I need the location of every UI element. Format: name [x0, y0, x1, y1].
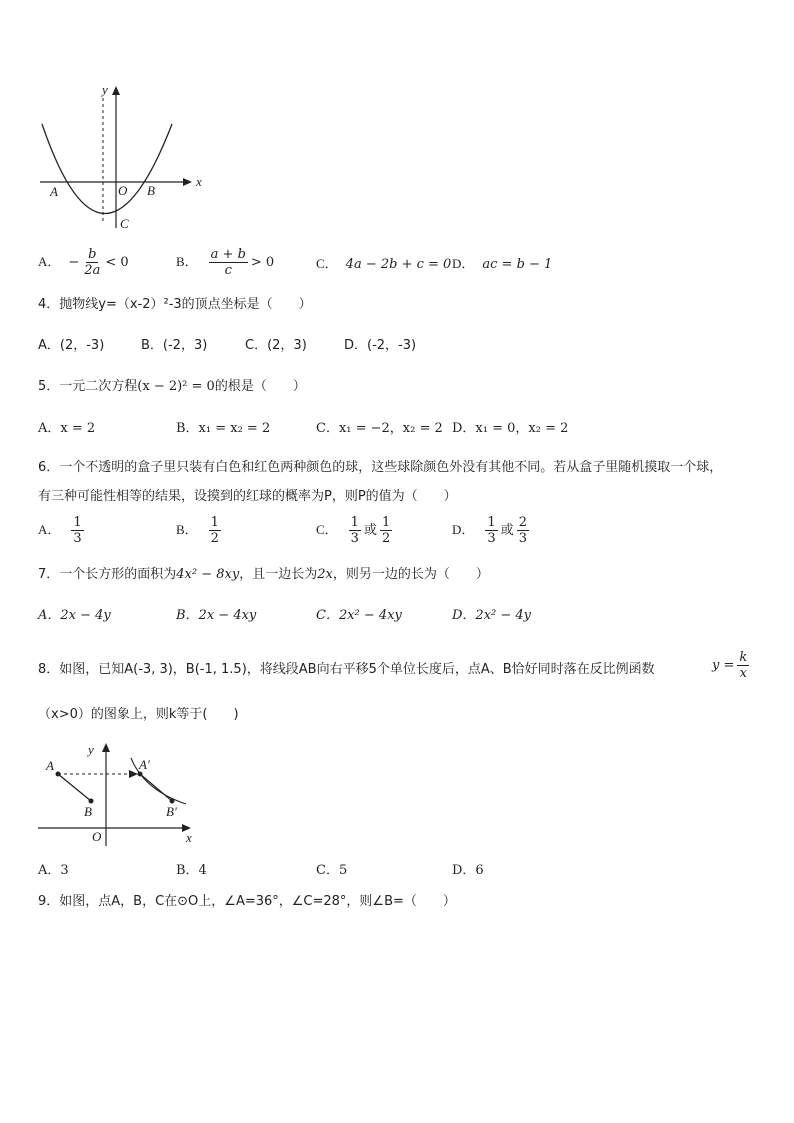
q3-option-c: C． 4a − 2b + c = 0: [316, 256, 452, 272]
q6-option-c: C． $\frac{1}{3}$ 或 $\frac{1}{2}$: [316, 515, 391, 546]
translation-figure: [36, 740, 196, 848]
q8-stem-line1: 8．如图，已知A(-3, 3)，B(-1, 1.5)，将线段AB向右平移5个单位长度后，点A、B恰好同时落在反比例函数: [38, 662, 655, 677]
q6-option-b: B． $\frac{1}{2}$: [176, 515, 219, 546]
q3-option-b: B． $\frac{a + b}{c}$ > 0: [176, 247, 275, 278]
fig2-point-b: B: [84, 804, 92, 819]
fig1-point-a: A: [50, 184, 58, 199]
q5-option-b: B．x₁ = x₂ = 2: [176, 421, 271, 436]
fig2-y-label: y: [88, 742, 94, 757]
fig1-y-label: y: [102, 82, 108, 97]
q7-option-b: B．2x − 4xy: [176, 608, 257, 623]
fig1-x-label: x: [196, 174, 202, 189]
fig1-point-b: B: [147, 183, 155, 198]
fig2-point-b-prime: B′: [166, 804, 177, 819]
q8-option-a: A．3: [38, 863, 69, 878]
q8-function: y = $\frac{k}{x}$: [712, 650, 748, 681]
fig2-origin: O: [92, 829, 102, 844]
q7-option-a: A．2x − 4y: [38, 608, 111, 623]
q9-stem: 9．如图，点A，B，C在⊙O上，∠A=36°，∠C=28°，则∠B=（ ）: [38, 894, 456, 909]
q6-stem-line2: 有三种可能性相等的结果，设摸到的红球的概率为P，则P的值为（ ）: [38, 489, 457, 504]
fig2-point-a: A: [46, 758, 54, 773]
fig2-x-label: x: [186, 830, 192, 845]
fig2-point-a-prime: A′: [139, 757, 150, 772]
q5-stem: 5．一元二次方程(x − 2)² = 0的根是（ ）: [38, 379, 306, 394]
q3-option-d: D． ac = b − 1: [452, 256, 553, 272]
q4-option-a: A．(2，-3): [38, 338, 105, 353]
fig1-point-c: C: [120, 216, 129, 231]
q8-stem-line2: （x>0）的图象上，则k等于( ): [38, 707, 239, 722]
q7-option-c: C．2x² − 4xy: [316, 608, 402, 623]
q3-option-a: A． − $\frac{b}{2a}$ < 0: [38, 247, 129, 278]
q4-stem: 4．抛物线y=（x-2）²-3的顶点坐标是（ ）: [38, 297, 312, 312]
q4-option-c: C．(2，3): [245, 338, 307, 353]
parabola-figure: [36, 78, 216, 238]
q7-stem: 7．一个长方形的面积为4x² − 8xy，且一边长为2x，则另一边的长为（ ）: [38, 567, 489, 582]
q6-stem-line1: 6．一个不透明的盒子里只装有白色和红色两种颜色的球，这些球除颜色外没有其他不同。若从盒子里随机摸取一个球，: [38, 460, 723, 475]
q5-option-a: A．x = 2: [38, 421, 96, 436]
q8-option-c: C．5: [316, 863, 348, 878]
q4-option-d: D．(-2，-3): [344, 338, 417, 353]
q7-option-d: D．2x² − 4y: [452, 608, 532, 623]
q5-option-d: D．x₁ = 0，x₂ = 2: [452, 421, 569, 436]
q8-option-d: D．6: [452, 863, 484, 878]
q6-option-a: A． $\frac{1}{3}$: [38, 515, 82, 546]
q4-option-b: B．(-2，3): [141, 338, 208, 353]
fig1-origin: O: [118, 183, 128, 198]
q5-option-c: C．x₁ = −2，x₂ = 2: [316, 421, 443, 436]
q8-option-b: B．4: [176, 863, 207, 878]
q6-option-d: D． $\frac{1}{3}$ 或 $\frac{2}{3}$: [452, 515, 527, 546]
